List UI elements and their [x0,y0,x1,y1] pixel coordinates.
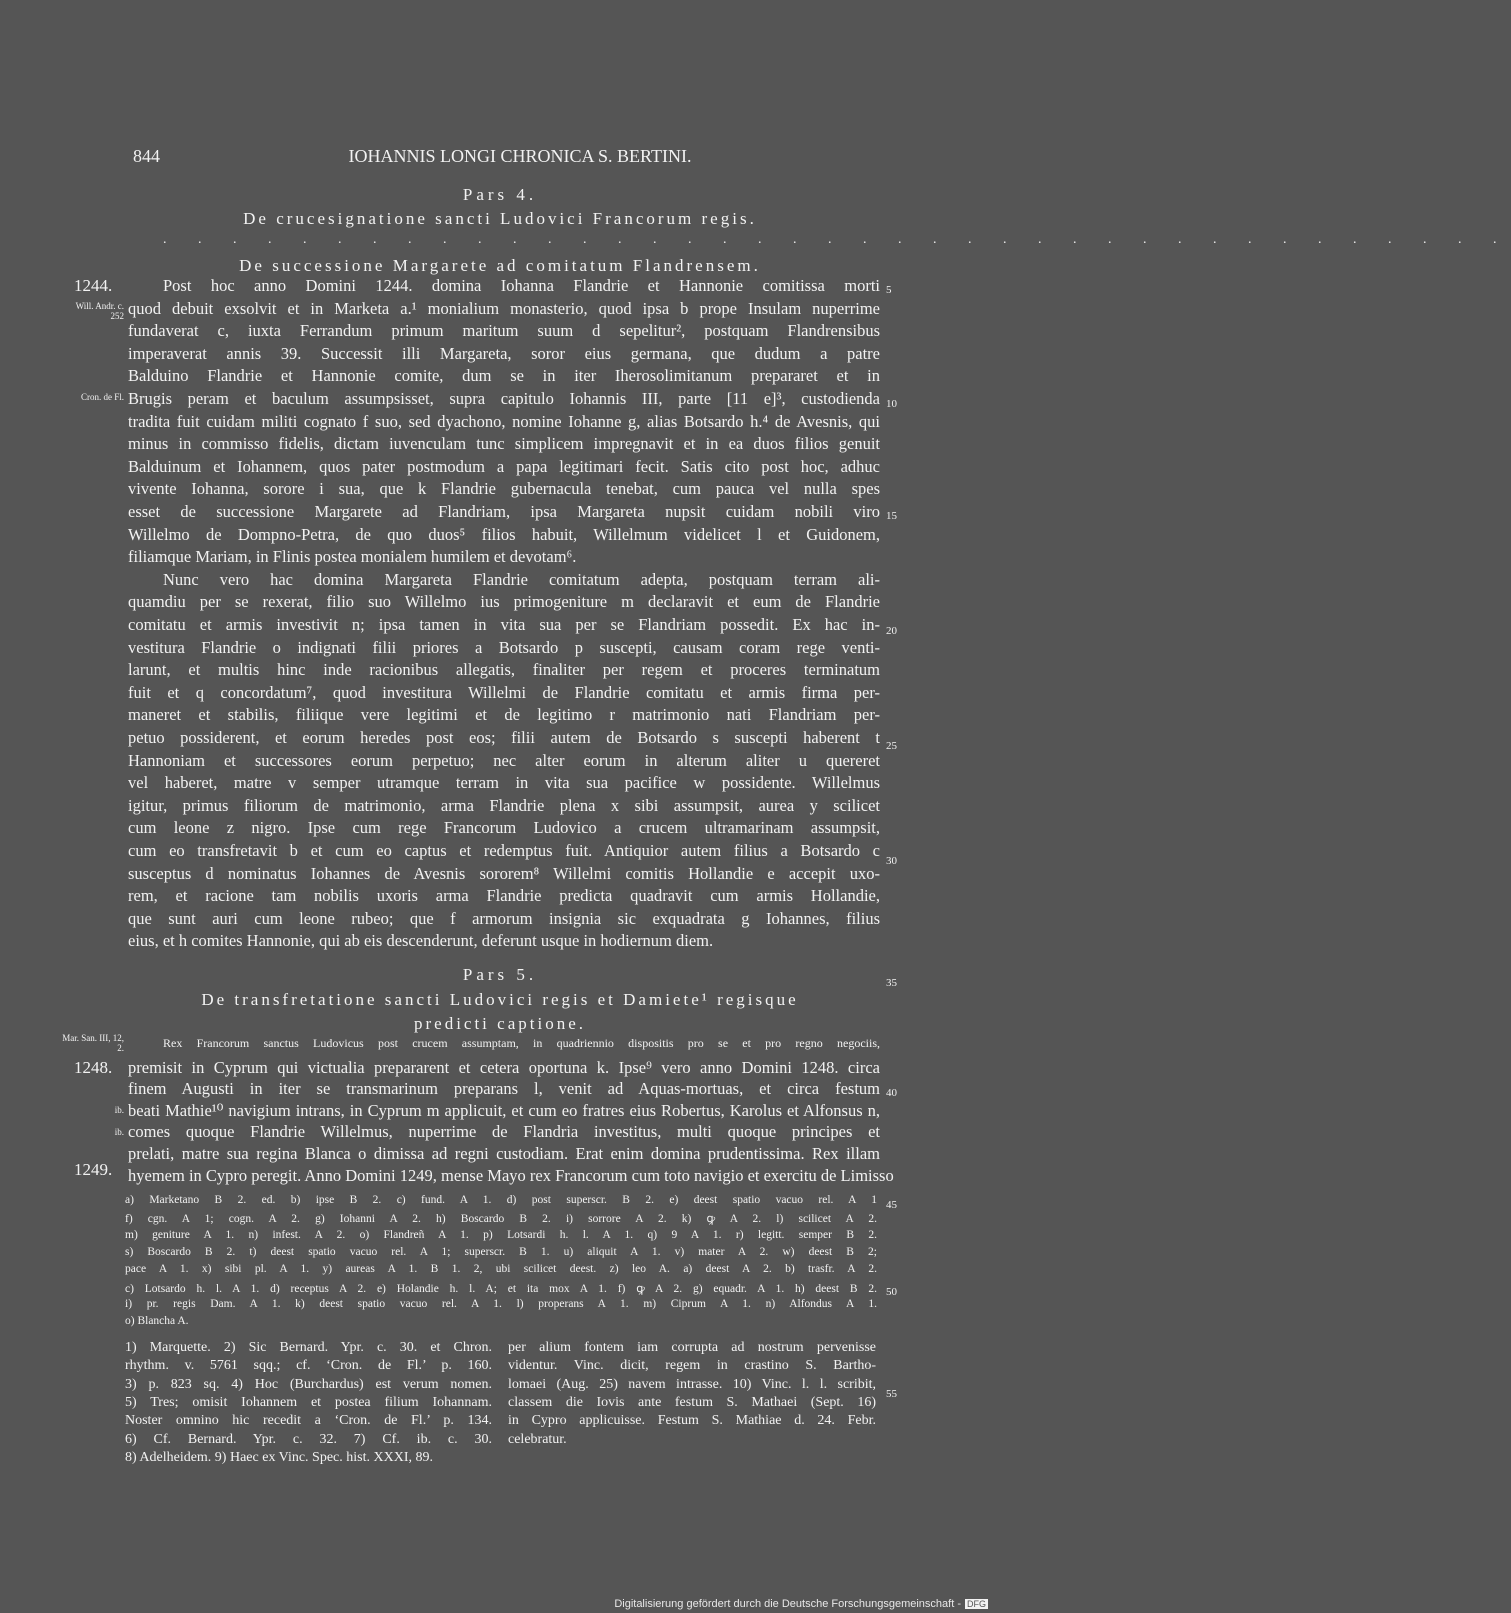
text-line: hyemem in Cypro peregit. Anno Domini 1249, mense Mayo rex Francorum cum toto navigio et exercitu de Limisso [128,1165,894,1185]
line-number: 15 [886,510,897,522]
text-line: comes quoque Flandrie Willelmus, nuperrime de Flandria investitus, multi quoque principes et [128,1122,880,1142]
text-line: Brugis peram et baculum assumpsisset, supra capitulo Iohannis III, parte [11 e]³, custodienda [128,389,880,408]
text-line: beati Mathie¹⁰ navigium intrans, in Cyprum m applicuit, et cum eo fratres eius Robertus, Karolus et Alfonsus n, [128,1100,880,1120]
text-line: vel haberet, matre v semper utramque terram in vita sua pacifice w possidente. Willelmus [128,773,880,793]
dfg-logo: DFG [967,1599,986,1609]
margin-source: Will. Andr. c. 252 [75,301,124,321]
pars5-label: Pars 5. [462,965,538,984]
footnote-line: classem die Iovis ante festum S. Mathaei (Sept. 16) [508,1394,876,1410]
text-line: quamdiu per se rexerat, filio suo Willelmo ius primogeniture m declaravit et eum de Flandrie [128,592,880,612]
pars4-label: Pars 4. [462,185,538,204]
text-line: filiamque Mariam, in Flinis postea monialem humilem et devotam⁶. [128,547,577,567]
apparatus-line: a) Marketano B 2. ed. b) ipse B 2. c) fund. A 1. d) post superscr. B 2. e) deest spatio vacuo rel. A 1 [125,1194,877,1206]
text-line: rem, et racione tam nobilis uxoris arma Flandrie predicta quadravit cum armis Hollandie, [128,886,880,906]
text-line: quod debuit exsolvit et in Marketa a.¹ monialium monasterio, quod ipsa b prope Insulam nuperrime [128,298,880,318]
line-number: 55 [886,1388,897,1400]
text-line: Nunc vero hac domina Margareta Flandrie comitatum adepta, postquam terram ali- [163,569,880,589]
line-number: 50 [886,1286,897,1298]
text-line: comitatu et armis investivit n; ipsa tamen in vita sua per se Flandriam possedit. Ex hac in- [128,615,880,634]
pars4-subtitle: De successione Margarete ad comitatum Flandrensem. [239,256,761,275]
apparatus-line: o) Blancha A. [125,1315,189,1328]
footnote-line: 8) Adelheidem. 9) Haec ex Vinc. Spec. hist. XXXI, 89. [125,1449,433,1465]
text-line: maneret et stabilis, filiique vere legitimi et de legitimo r matrimonio nati Flandriam per- [128,705,880,725]
footnote-line: Noster omnino hic recedit a ‘Cron. de Fl.’ p. 134. [125,1413,492,1429]
text-line: imperaverat annis 39. Successit illi Margareta, soror eius germana, que dudum a patre [128,343,880,363]
apparatus-line: i) pr. regis Dam. A 1. k) deest spatio vacuo rel. A 1. l) properans A 1. m) Ciprum A 1. n) Alfondus A 1. [125,1297,877,1310]
text-line: cum leone z nigro. Ipse cum rege Francorum Ludovico a crucem ultramarinam assumpsit, [128,818,880,838]
line-number: 25 [886,740,897,752]
line-number: 10 [886,398,897,410]
margin-year: 1249. [74,1160,113,1179]
text-line: Rex Francorum sanctus Ludovicus post crucem assumptam, in quadriennio dispositis pro se et pro regno negociis, [163,1036,880,1050]
margin-source: Cron. de Fl. [80,392,124,402]
footnote-line: per alium fontem iam corrupta ad nostrum pervenisse [508,1340,876,1355]
text-line: igitur, primus filiorum de matrimonio, arma Flandrie plena x sibi assumpsit, aurea y scilicet [128,795,880,815]
pars5-title-line2: predicti captione. [413,1014,586,1033]
margin-source: ib. [114,1127,124,1137]
footnote-line: videntur. Vinc. dicit, regem in crastino S. Bartho- [508,1358,876,1374]
footnote-line: lomaei (Aug. 25) navem intrasse. 10) Vinc. l. l. scribit, [508,1376,876,1392]
footnote-line: 5) Tres; omisit Iohannem et postea filium Iohannam. [125,1394,492,1410]
apparatus-line: m) geniture A 1. n) infest. A 2. o) Flandreñ A 1. p) Lotsardi h. l. A 1. q) 9 A 1. r) legitt. semper B 2. [125,1228,877,1241]
text-line: fundaverat c, iuxta Ferrandum primum maritum suum d sepelitur², postquam Flandrensibus [128,321,880,341]
apparatus-line: c) Lotsardo h. l. A 1. d) receptus A 2. e) Holandie h. l. A; et ita mox A 1. f) ꝙ A 2. g) equadr. A 1. h) deest B 2. [125,1282,877,1295]
line-number: 35 [886,977,897,989]
text-line: eius, et h comites Hannonie, qui ab eis descenderunt, deferunt usque in hodiernum diem. [128,931,714,951]
omission-dots: . . . . . . . . . . . . . . . . . . . . . . . . . . . . . . . . . . . . . . . [163,232,1511,247]
footnote-line: celebratur. [508,1431,567,1447]
apparatus-line: pace A 1. x) sibi pl. A 1. y) aureas A 1. B 1. 2, ubi scilicet deest. z) leo A. a) deest A 2. b) trasfr. A 2. [125,1263,877,1276]
text-line: fuit et q concordatum⁷, quod investitura Willelmi de Flandrie comitatu et armis firma per- [128,682,880,702]
margin-year: 1244. [74,276,113,295]
page-number: 844 [133,146,160,166]
line-number: 45 [886,1199,897,1211]
text-line: esset de successione Margarete ad Flandriam, ipsa Margareta nupsit cuidam nobili viro [128,502,880,521]
footnote-line: 1) Marquette. 2) Sic Bernard. Ypr. c. 30. et Chron. [125,1340,492,1355]
text-line: que sunt auri cum leone rubeo; que f armorum insignia sic exquadrata g Iohannes, filius [128,908,880,928]
footnote-line: in Cypro applicuisse. Festum S. Mathiae d. 24. Febr. [508,1413,876,1429]
text-line: tradita fuit cuidam militi cognato f suo, sed dyachono, nomine Iohanne g, alias Botsardo h.⁴ de Avesnis, qui [128,411,880,431]
footnote-line: 3) p. 823 sq. 4) Hoc (Burchardus) est verum nomen. [125,1376,492,1392]
line-number: 30 [886,855,897,867]
text-line: Balduino Flandrie et Hannonie comite, dum se in iter Iherosolimitanum prepararet et in [128,366,880,386]
text-line: finem Augusti in iter se transmarinum preparans l, venit ad Aquas-mortuas, et circa festum [128,1079,880,1099]
text-line: premisit in Cyprum qui victualia prepararent et cetera oportuna k. Ipse⁹ vero anno Domini 1248. circa [128,1057,880,1077]
running-title: IOHANNIS LONGI CHRONICA S. BERTINI. [348,146,692,166]
text-line: Post hoc anno Domini 1244. domina Iohanna Flandrie et Hannonie comitissa morti [163,276,880,295]
text-line: cum eo transfretavit b et cum eo captus et redemptus fuit. Antiquior autem filius a Botsardo c [128,841,880,860]
text-line: vivente Iohanna, sorore i sua, que k Flandrie gubernacula tenebat, cum pauca vel nulla spes [128,479,880,499]
line-number: 5 [886,284,892,296]
footer-text: Digitalisierung gefördert durch die Deutsche Forschungsgemeinschaft - [614,1598,961,1610]
margin-source: Mar. San. III, 12, 2. [62,1033,124,1053]
apparatus-line: f) cgn. A 1; cogn. A 2. g) Iohanni A 2. h) Boscardo B 2. i) sorrore A 2. k) ꝙ A 2. l) scilicet A 2. [125,1213,877,1226]
text-line: Willelmo de Dompno-Petra, de quo duos⁵ filios habuit, Willelmum videlicet l et Guidonem, [128,524,880,544]
text-line: petuo possiderent, et eorum heredes post eos; filii autem de Botsardo s suscepti haberent t [128,728,880,747]
margin-year: 1248. [74,1058,113,1077]
footnote-line: rhythm. v. 5761 sqq.; cf. ‘Cron. de Fl.’ p. 160. [125,1358,492,1374]
text-line: vestitura Flandrie o indignati filii priores a Botsardo p suscepti, causam coram rege venti- [128,637,880,657]
margin-source: ib. [114,1105,124,1115]
text-line: prelati, matre sua regina Blanca o dimissa ad regni custodiam. Erat enim domina prudentissima. Rex illam [128,1144,880,1163]
line-number: 40 [886,1087,897,1099]
text-line: susceptus d nominatus Iohannes de Avesnis sororem⁸ Willelmi comitis Hollandie e accepit uxo- [128,863,880,883]
pars5-title-line1: De transfretatione sancti Ludovici regis et Damiete¹ regisque [201,990,799,1009]
text-line: Balduinum et Iohannem, quos pater postmodum a papa legitimari fecit. Satis cito post hoc, adhuc [128,456,880,476]
apparatus-line: s) Boscardo B 2. t) deest spatio vacuo rel. A 1; superscr. B 1. u) aliquit A 1. v) mater A 2. w) deest B 2; [125,1245,877,1258]
line-number: 20 [886,625,897,637]
text-line: larunt, et multis hinc inde racionibus allegatis, finaliter per regem et proceres terminatum [128,660,880,680]
text-line: Hannoniam et successores eorum perpetuo; nec alter eorum in alterum aliter u quereret [128,750,880,770]
pars4-title: De crucesignatione sancti Ludovici Francorum regis. [243,209,757,228]
footnote-line: 6) Cf. Bernard. Ypr. c. 32. 7) Cf. ib. c. 30. [125,1431,492,1447]
footer [614,1594,988,1612]
text-line: minus in commisso fidelis, dictam iuvenculam tunc simplicem impregnavit et in ea duos filios genuit [128,434,880,454]
